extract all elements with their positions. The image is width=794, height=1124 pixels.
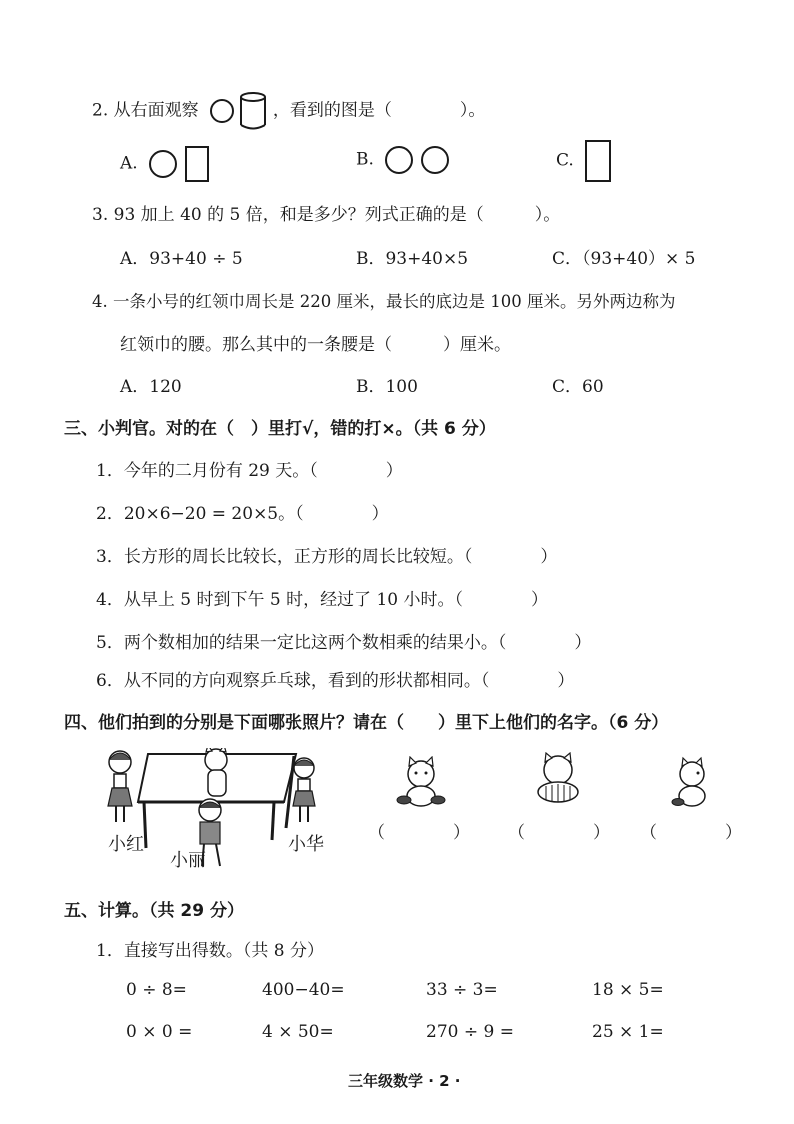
q2-option-c[interactable]: C. — [556, 140, 611, 182]
name-xiaohong: 小红 — [108, 834, 144, 855]
photo-answer-blank-1[interactable]: （ ） — [368, 823, 470, 843]
section5-title: 五、计算。（共 29 分） — [64, 901, 244, 921]
page-footer: 三年级数学 · 2 · — [348, 1072, 461, 1090]
calc-item[interactable]: 0 ÷ 8= — [126, 980, 187, 1000]
cat-photo-side — [668, 756, 718, 808]
judge-item-3[interactable]: 3．长方形的周长比较长，正方形的周长比较短。（ ） — [96, 547, 558, 567]
calc-item[interactable]: 4 × 50= — [262, 1022, 334, 1042]
cat-photo-front — [394, 756, 448, 808]
q3-option-c[interactable]: C．（93+40）× 5 — [552, 249, 696, 269]
q4-line2: 红领巾的腰。那么其中的一条腰是（ ）厘米。 — [120, 335, 511, 355]
name-xiaoli: 小丽 — [170, 850, 206, 871]
circle-shape — [421, 146, 449, 174]
calc-item[interactable]: 400−40= — [262, 980, 345, 1000]
calc-item[interactable]: 0 × 0 = — [126, 1022, 193, 1042]
rectangle-shape — [585, 140, 611, 182]
calc-item[interactable]: 25 × 1= — [592, 1022, 664, 1042]
q4-option-b[interactable]: B．100 — [356, 377, 418, 397]
section4-title: 四、他们拍到的分别是下面哪张照片？请在（ ）里下上他们的名字。（6 分） — [64, 713, 669, 733]
cylinder-figure — [239, 92, 267, 130]
ball-figure — [210, 99, 234, 123]
judge-item-2[interactable]: 2．20×6−20 = 20×5。（ ） — [96, 504, 389, 524]
q2-line — [92, 92, 485, 130]
q2-prefix: 2. 从右面观察 — [92, 100, 199, 121]
section3-title: 三、小判官。对的在（ ）里打√，错的打×。（共 6 分） — [64, 419, 496, 439]
rectangle-shape — [185, 146, 209, 182]
calc-item[interactable]: 33 ÷ 3= — [426, 980, 498, 1000]
q2-option-b[interactable]: B. — [356, 146, 449, 174]
photo-answer-blank-3[interactable]: （ ） — [640, 823, 742, 843]
q2-option-a[interactable]: A. — [120, 146, 209, 182]
q3-option-a[interactable]: A．93+40 ÷ 5 — [120, 249, 243, 269]
q4-line1: 4. 一条小号的红领巾周长是 220 厘米，最长的底边是 100 厘米。另外两边称为 — [92, 292, 676, 311]
calc-item[interactable]: 18 × 5= — [592, 980, 664, 1000]
circle-shape — [149, 150, 177, 178]
calc-item[interactable]: 270 ÷ 9 = — [426, 1022, 514, 1042]
q4-option-a[interactable]: A．120 — [120, 377, 182, 397]
judge-item-5[interactable]: 5．两个数相加的结果一定比这两个数相乘的结果小。（ ） — [96, 633, 592, 653]
photo-answer-blank-2[interactable]: （ ） — [508, 823, 610, 843]
q2-suffix: ，看到的图是（ ）。 — [272, 100, 486, 121]
cat-photo-back — [530, 752, 586, 804]
section5-sub1: 1．直接写出得数。（共 8 分） — [96, 941, 324, 961]
q3-stem: 3. 93 加上 40 的 5 倍，和是多少？列式正确的是（ ）。 — [92, 205, 561, 225]
judge-item-1[interactable]: 1．今年的二月份有 29 天。（ ） — [96, 461, 403, 481]
name-xiaohua: 小华 — [288, 834, 324, 855]
q3-option-b[interactable]: B．93+40×5 — [356, 249, 469, 269]
judge-item-4[interactable]: 4．从早上 5 时到下午 5 时，经过了 10 小时。（ ） — [96, 590, 549, 610]
circle-shape — [385, 146, 413, 174]
judge-item-6[interactable]: 6．从不同的方向观察乒乓球，看到的形状都相同。（ ） — [96, 671, 575, 691]
q4-option-c[interactable]: C．60 — [552, 377, 604, 397]
